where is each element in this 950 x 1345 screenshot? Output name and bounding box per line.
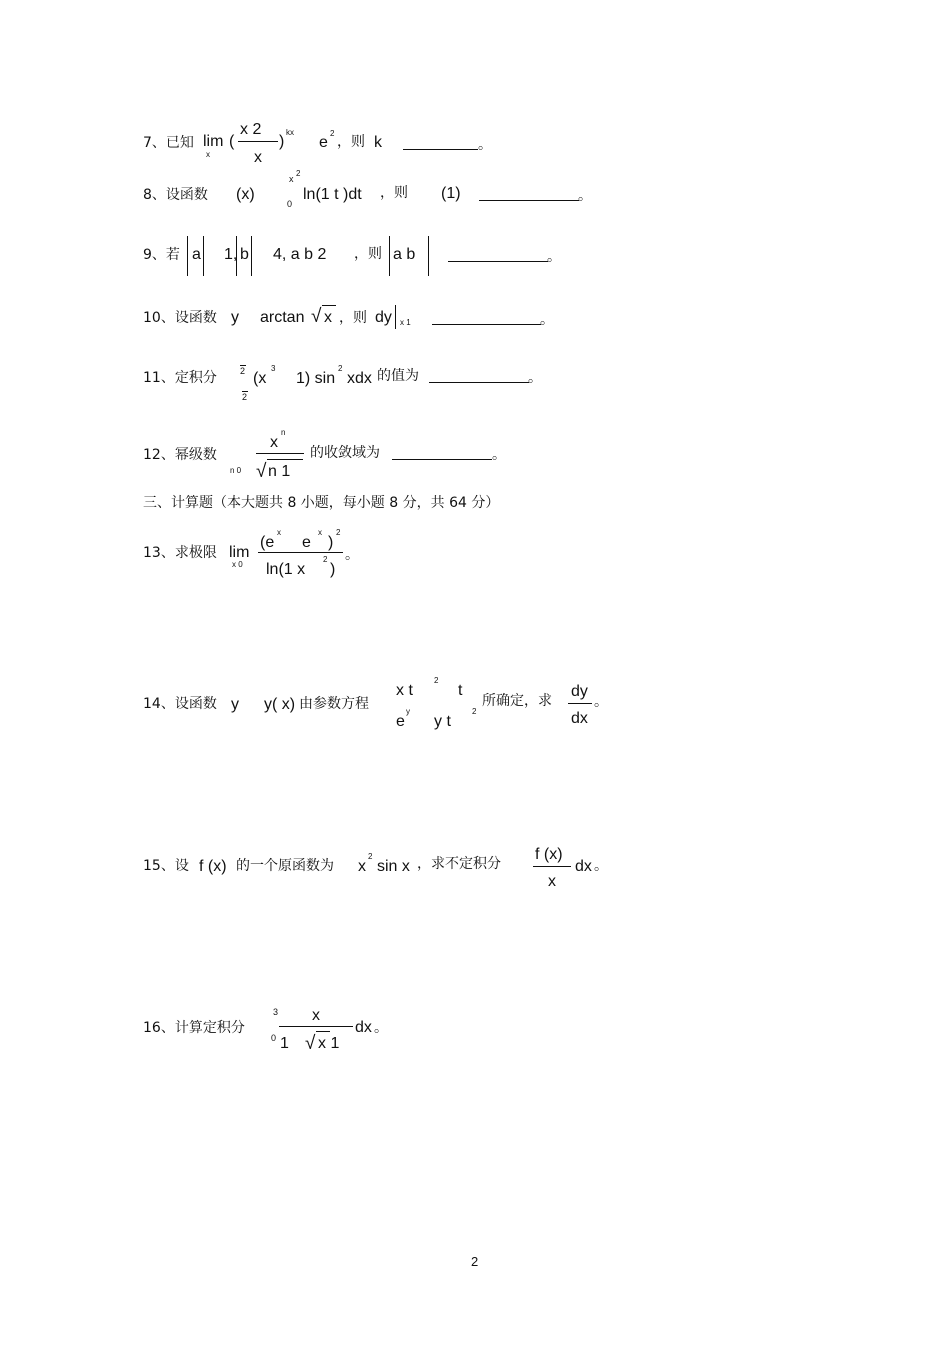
upper-limit-square: 2 [296,169,301,178]
abs-bar [203,236,204,276]
page-number: 2 [471,1254,479,1269]
period: 。 [578,188,592,204]
then-text: ，则 [339,310,367,326]
fraction-bar [258,552,343,553]
vector-a: a [192,246,201,263]
denominator-square: 2 [323,555,328,564]
then-text: ，则 [354,246,382,262]
problem-8-label: 8、设函数 [143,187,208,203]
fraction-denominator: x [254,149,262,166]
denominator-close: ) [330,561,336,578]
abs-bar [236,236,237,276]
a-plus-b: a b [393,246,416,263]
dx-text: dx [355,1019,372,1036]
parametric-text: 由参数方程 [299,696,369,712]
exponent-x: x [277,528,281,537]
vector-b: b [240,246,249,263]
rhs-e: e [319,134,328,151]
answer-blank [479,200,579,201]
fraction-bar [568,703,592,704]
period: 。 [345,547,359,563]
period: 。 [594,694,608,710]
x-term: x [358,858,366,875]
sin-x: sin x [377,858,410,875]
problem-13-label: 13、求极限 [143,545,217,561]
sqrt-overbar [267,459,303,460]
cube-exponent: 3 [271,364,276,373]
derivative-denominator: dx [571,710,588,727]
eq-2: 4, a b 2 [273,246,327,263]
problem-15-label: 15、设 [143,858,189,874]
variable-y: y [231,309,239,326]
sqrt-symbol: √ [311,306,322,327]
antiderivative-text: 的一个原函数为 [236,858,334,874]
denominator-1: 1 [280,1035,289,1052]
lim-subscript: x 0 [232,560,243,569]
answer-blank [403,149,478,150]
period: 。 [540,312,554,328]
numerator-exponent: n [281,428,286,437]
fraction-numerator: x 2 [240,121,262,138]
numerator-part-1: (e [260,534,275,551]
convergence-domain-text: 的收敛域为 [310,445,380,461]
derivative-numerator: dy [571,683,588,700]
dy-text: dy [375,309,392,326]
integrand: ln(1 t )dt [303,186,362,203]
param-row-1: x t [396,682,413,699]
fraction-bar [533,866,571,867]
series-numerator: x [270,434,278,451]
problem-16-label: 16、计算定积分 [143,1020,245,1036]
sqrt-symbol: √ [256,461,267,482]
exponent: kx [286,128,294,137]
phi-of-x: (x) [236,186,255,203]
integrand-numerator: f (x) [535,846,563,863]
denominator-2: x 1 [318,1035,340,1052]
variable-x: x [324,309,332,326]
integral-upper-limit: 3 [273,1007,279,1017]
fraction-bar [256,453,304,454]
numerator-part-2: e [302,534,311,551]
fraction-bar [279,1026,353,1027]
sqrt-overbar [322,305,336,306]
fraction-bar [238,141,278,142]
problem-11-label: 11、定积分 [143,370,217,386]
row-2-exponent: y [406,707,410,716]
y-of-x: y( x) [264,696,296,713]
x-square: 2 [368,852,373,861]
problem-7-label: 7、已知 [143,135,194,151]
indefinite-integral-text: ，求不定积分 [417,856,501,872]
problem-12-label: 12、幂级数 [143,447,217,463]
expression-part-1: (x [253,370,267,387]
summation-subscript: n 0 [230,466,242,475]
open-paren: ( [229,133,235,150]
lim-text: lim [229,544,250,561]
sin-square-exponent: 2 [338,364,343,373]
row-1-square: 2 [434,676,439,685]
period: 。 [594,858,608,874]
sqrt-overbar [316,1031,330,1032]
period: 。 [374,1020,388,1036]
dx-text: dx [575,858,592,875]
f-of-x: f (x) [199,858,227,875]
answer-blank [448,261,548,262]
denominator: ln(1 x [266,561,306,578]
integral-upper-limit: x [289,174,294,184]
answer-blank [432,324,541,325]
problem-10-label: 10、设函数 [143,310,217,326]
integral-lower-limit: 0 [287,199,293,209]
answer-blank [429,382,529,383]
period: 。 [492,447,506,463]
period: 。 [478,137,492,153]
then-text: ，则 [337,134,365,150]
lim-subscript: x [206,150,210,159]
period: 。 [528,370,542,386]
phi-at-1: (1) [441,185,461,202]
abs-bar [187,236,188,276]
numerator-part-3: ) [328,534,334,551]
series-denominator: n 1 [268,463,291,480]
period: 。 [547,249,561,265]
exponent-x: x [318,528,322,537]
numerator-square: 2 [336,528,341,537]
expression-part-3: xdx [347,370,372,387]
variable-k: k [374,134,382,151]
abs-bar [389,236,390,276]
close-paren: ) [279,133,285,150]
answer-blank [392,459,492,460]
rhs-exponent: 2 [330,129,335,138]
eq-1: 1, [224,246,238,263]
abs-bar [428,236,429,276]
row-2-square: 2 [472,707,477,716]
lim-text: lim [203,133,224,150]
param-row-2-e: e [396,713,405,730]
value-is-text: 的值为 [377,368,419,384]
then-text: ，则 [380,185,408,201]
row-1-t: t [458,682,463,699]
variable-y: y [231,696,239,713]
integral-lower-limit: 2 [242,392,248,402]
expression-part-2: 1) sin [296,370,336,387]
integrand-numerator: x [312,1007,320,1024]
param-row-2: y t [434,713,451,730]
integral-lower-limit: 0 [271,1033,277,1043]
evaluation-bar [395,305,396,329]
problem-9-label: 9、若 [143,247,180,263]
problem-14-label: 14、设函数 [143,696,217,712]
integral-upper-limit: 2 [240,366,246,376]
integrand-denominator: x [548,873,556,890]
arctan-text: arctan [260,309,305,326]
sqrt-symbol: √ [305,1033,316,1054]
section-heading: 三、计算题（本大题共 8 小题，每小题 8 分，共 64 分） [143,495,500,511]
determined-text: 所确定，求 [482,693,552,709]
abs-bar [251,236,252,276]
evaluation-subscript: x 1 [400,318,411,327]
